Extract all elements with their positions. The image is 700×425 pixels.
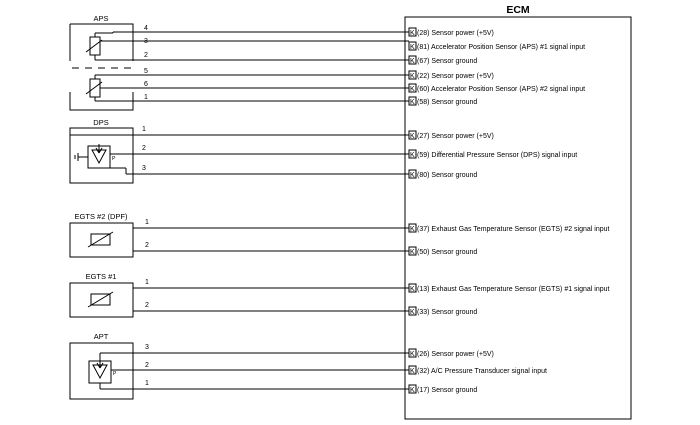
apt-pin-label: 1 (145, 380, 149, 387)
aps-pin-label: 4 (144, 25, 148, 32)
terminal-number: (60) (417, 86, 430, 93)
egts2-thermistor (88, 232, 113, 247)
egts2-label: EGTS #2 (DPF) (74, 212, 128, 221)
terminal-number: (80) (417, 172, 430, 179)
svg-text:(59) Differential Pressure Sen (417, 152, 577, 159)
svg-text:(28) Sensor power (+5V) (417, 30, 494, 37)
ecm-terminal (409, 28, 494, 37)
ecm-terminal (409, 71, 494, 80)
svg-text:K: K (410, 368, 415, 375)
apt-housing (70, 343, 133, 399)
egts1-thermistor (88, 292, 113, 307)
svg-text:K: K (410, 73, 415, 80)
ecm-terminal (409, 385, 477, 394)
svg-text:K: K (410, 249, 415, 256)
svg-text:(22) Sensor power (+5V) (417, 73, 494, 80)
svg-text:P: P (113, 371, 117, 377)
signal-label: Sensor ground (431, 309, 478, 316)
svg-text:(13) Exhaust Gas Temperature S (417, 286, 610, 293)
terminal-number: (26) (417, 351, 430, 358)
svg-text:(81) Accelerator Position Sens (417, 44, 585, 51)
ecm-terminal (409, 307, 477, 316)
svg-text:(32) A/C Pressure Transducer s (417, 368, 547, 375)
apt-pin-label: 2 (145, 362, 149, 369)
terminal-number: (17) (417, 387, 430, 394)
svg-text:K: K (410, 226, 415, 233)
svg-text:K: K (410, 133, 415, 140)
sensor-egts-2 (70, 212, 409, 257)
svg-text:K: K (410, 172, 415, 179)
svg-text:K: K (410, 86, 415, 93)
egts2-pin-label: 1 (145, 219, 149, 226)
aps-pin-label: 1 (144, 94, 148, 101)
terminal-number: (22) (417, 73, 430, 80)
svg-text:K: K (410, 99, 415, 106)
dps-transducer (75, 144, 116, 168)
ecm-terminal (409, 170, 477, 179)
aps-potentiometer-2 (86, 75, 102, 101)
svg-text:(27) Sensor power (+5V) (417, 133, 494, 140)
ecm-terminal (409, 84, 585, 93)
signal-label: Sensor power (+5V) (431, 30, 494, 37)
terminal-number: (81) (417, 44, 430, 51)
terminal-number: (58) (417, 99, 430, 106)
svg-text:K: K (410, 58, 415, 65)
egts2-housing (70, 223, 133, 257)
terminal-number: (13) (417, 286, 430, 293)
signal-label: Sensor ground (431, 387, 478, 394)
svg-text:(58) Sensor ground (417, 99, 477, 106)
terminal-number: (59) (417, 152, 430, 159)
dps-pin-label: 3 (142, 165, 146, 172)
terminal-number: (32) (417, 368, 430, 375)
ecm-terminal (409, 284, 610, 293)
signal-label: Accelerator Position Sensor (APS) #2 signal input (431, 86, 586, 93)
signal-label: Sensor ground (431, 172, 478, 179)
svg-text:(33) Sensor ground (417, 309, 477, 316)
terminal-number: (27) (417, 133, 430, 140)
svg-text:K: K (410, 30, 415, 37)
signal-label: Sensor power (+5V) (431, 73, 494, 80)
aps-pin-label: 2 (144, 52, 148, 59)
ecm-terminal (409, 150, 577, 159)
terminal-number: (37) (417, 226, 430, 233)
sensor-dps (70, 118, 409, 183)
apt-pin-label: 3 (145, 344, 149, 351)
signal-label: Sensor ground (431, 99, 478, 106)
signal-label: Sensor ground (431, 58, 478, 65)
svg-text:K: K (410, 309, 415, 316)
dps-housing (70, 128, 133, 183)
svg-text:K: K (410, 152, 415, 159)
svg-text:K: K (410, 351, 415, 358)
egts2-pin-label: 2 (145, 242, 149, 249)
svg-text:(67) Sensor ground (417, 58, 477, 65)
ecm-terminal (409, 224, 610, 233)
dps-pin-label: 2 (142, 145, 146, 152)
svg-text:(60) Accelerator Position Sens (417, 86, 585, 93)
ecm-terminal (409, 42, 585, 51)
ecm-terminal (409, 366, 547, 375)
dps-label: DPS (93, 118, 109, 127)
signal-label: Accelerator Position Sensor (APS) #1 signal input (431, 44, 586, 51)
egts1-pin-label: 2 (145, 302, 149, 309)
aps-housing (70, 24, 133, 110)
signal-label: Sensor power (+5V) (431, 133, 494, 140)
aps-pin-label: 5 (144, 68, 148, 75)
svg-text:K: K (410, 44, 415, 51)
aps-pin-label: 6 (144, 81, 148, 88)
egts1-pin-label: 1 (145, 279, 149, 286)
signal-label: Sensor ground (431, 249, 478, 256)
svg-text:(17) Sensor ground (417, 387, 477, 394)
ecm-title: ECM (506, 4, 530, 16)
ecm-terminal (409, 247, 477, 256)
sensor-aps (70, 14, 409, 110)
terminal-number: (50) (417, 249, 430, 256)
svg-text:P: P (112, 156, 116, 162)
apt-label: APT (93, 332, 109, 341)
signal-label: Differential Pressure Sensor (DPS) signal input (431, 152, 578, 159)
terminal-number: (33) (417, 309, 430, 316)
ecm-terminal (409, 131, 494, 140)
terminal-number: (28) (417, 30, 430, 37)
apt-transducer (89, 359, 117, 383)
ecm-terminal (409, 97, 477, 106)
dps-pin-label: 1 (142, 126, 146, 133)
aps-potentiometer-1 (86, 32, 409, 60)
signal-label: A/C Pressure Transducer signal input (431, 368, 547, 375)
aps-label: APS (93, 14, 109, 23)
ecm-terminal (409, 349, 494, 358)
sensor-egts-1 (70, 272, 409, 317)
signal-label: Sensor power (+5V) (431, 351, 494, 358)
svg-text:K: K (410, 286, 415, 293)
egts1-label: EGTS #1 (85, 272, 117, 281)
svg-text:(37) Exhaust Gas Temperature S (417, 226, 610, 233)
svg-text:(50) Sensor ground (417, 249, 477, 256)
signal-label: Exhaust Gas Temperature Sensor (EGTS) #1 signal input (431, 286, 610, 293)
egts1-housing (70, 283, 133, 317)
sensor-apt (70, 332, 409, 399)
ecm-terminal (409, 56, 477, 65)
signal-label: Exhaust Gas Temperature Sensor (EGTS) #2 signal input (431, 226, 610, 233)
aps-pin-label: 3 (144, 38, 148, 45)
ecm-terminals (409, 28, 610, 394)
svg-text:(80) Sensor ground (417, 172, 477, 179)
svg-text:K: K (410, 387, 415, 394)
svg-text:(26) Sensor power (+5V) (417, 351, 494, 358)
terminal-number: (67) (417, 58, 430, 65)
